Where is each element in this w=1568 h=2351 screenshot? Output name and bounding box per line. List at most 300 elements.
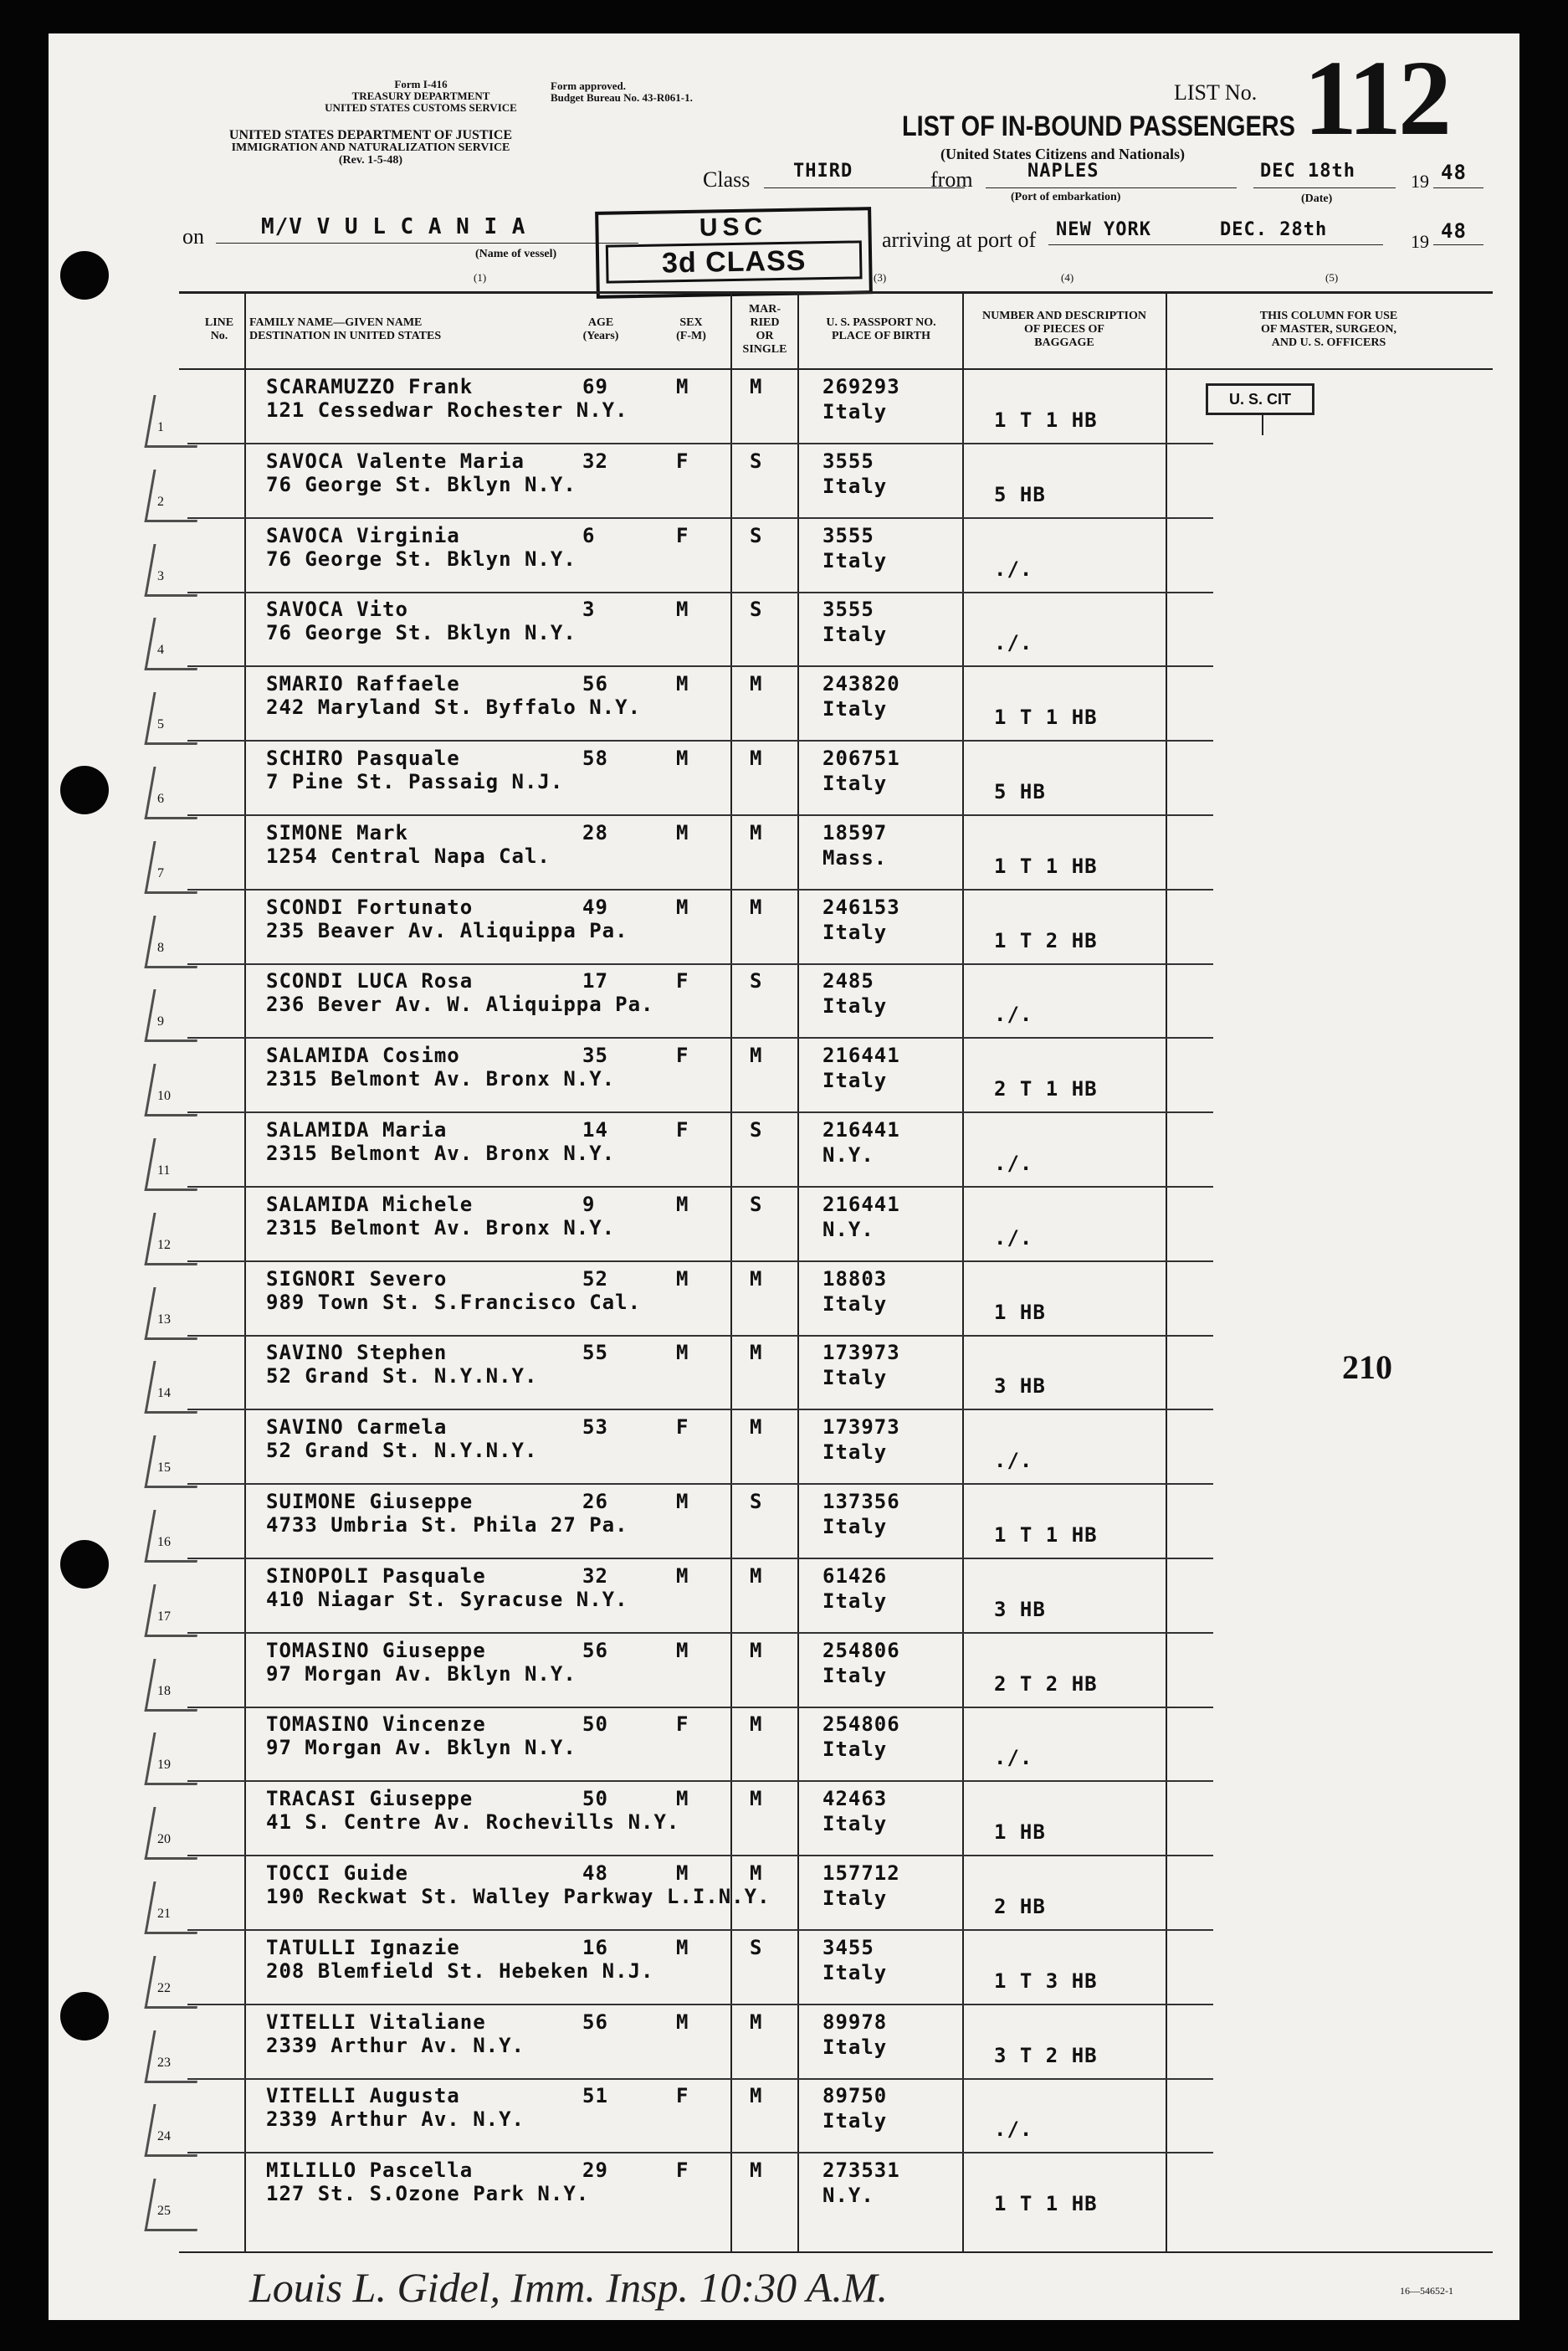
check-mark (144, 1287, 206, 1340)
passenger-age: 32 (582, 1563, 608, 1588)
table-row (49, 1856, 1519, 1930)
birthplace: Italy (822, 994, 888, 1019)
line-number: 21 (157, 1907, 171, 1921)
check-mark (144, 1138, 206, 1191)
baggage: 3 T 2 HB (994, 2043, 1098, 2067)
passenger-marital: M (750, 1266, 763, 1291)
passenger-name: SINOPOLI Pasquale (266, 1563, 486, 1588)
check-mark (144, 1064, 206, 1116)
check-mark (144, 618, 206, 670)
passport-number: 254806 (822, 1712, 900, 1737)
passenger-address: 52 Grand St. N.Y.N.Y. (266, 1364, 538, 1389)
birthplace: Italy (822, 2035, 888, 2059)
check-mark (144, 1361, 206, 1414)
arrival-year-prefix: 19 (1411, 231, 1429, 252)
passenger-name: TOCCI Guide (266, 1861, 408, 1885)
on-label: on (182, 224, 204, 249)
passenger-address: 2315 Belmont Av. Bronx N.Y. (266, 1067, 616, 1091)
passport-number: 216441 (822, 1192, 900, 1216)
passport-number: 3455 (822, 1935, 874, 1959)
table-row (49, 1707, 1519, 1781)
line-number: 16 (157, 1535, 171, 1549)
passport-number: 243820 (822, 672, 900, 696)
arrival-year: 48 (1441, 219, 1467, 243)
baggage: ./. (994, 1003, 1033, 1027)
check-mark (144, 2179, 206, 2231)
passenger-name: SMARIO Raffaele (266, 672, 460, 696)
passenger-age: 9 (582, 1192, 596, 1216)
check-mark (144, 1659, 206, 1712)
col-header-officers: THIS COLUMN FOR USE OF MASTER, SURGEON, AND U. S. OFFICERS (1259, 310, 1398, 349)
baggage: 1 T 1 HB (994, 706, 1098, 730)
passenger-age: 17 (582, 969, 608, 993)
birthplace: Italy (822, 548, 888, 572)
passenger-sex: M (676, 2010, 689, 2034)
passenger-sex: F (676, 449, 689, 473)
line-number: 15 (157, 1460, 171, 1476)
table-row (49, 1782, 1519, 1856)
year-prefix: 19 (1411, 171, 1429, 192)
passenger-marital: M (750, 1044, 763, 1068)
table-row (49, 891, 1519, 964)
line-number: 8 (157, 940, 164, 955)
check-mark (144, 1732, 206, 1785)
baggage: ./. (994, 2117, 1033, 2142)
list-number: 112 (1304, 38, 1448, 157)
baggage: 1 HB (994, 1820, 1046, 1845)
passenger-sex: F (676, 523, 689, 547)
passenger-name: TOMASINO Giuseppe (266, 1638, 486, 1662)
passenger-marital: M (750, 2159, 763, 2183)
line-number: 14 (157, 1386, 171, 1401)
passenger-name: VITELLI Augusta (266, 2084, 460, 2108)
line-number: 4 (157, 643, 164, 658)
birthplace: Italy (822, 2109, 888, 2133)
passenger-age: 14 (582, 1118, 608, 1142)
check-mark (144, 470, 206, 522)
passenger-age: 58 (582, 747, 608, 770)
passenger-marital: M (750, 1861, 763, 1885)
birthplace: Italy (822, 1886, 888, 1910)
birthplace: N.Y. (822, 2184, 874, 2208)
baggage: 5 HB (994, 482, 1046, 506)
table-row (49, 2005, 1519, 2079)
passenger-marital: M (750, 1638, 763, 1662)
col-header-passport: U. S. PASSPORT NO. PLACE OF BIRTH (826, 316, 936, 342)
line-number: 3 (157, 568, 164, 583)
line-number: 23 (157, 2055, 171, 2070)
line-number: 5 (157, 717, 164, 732)
col-header-sex: SEX (F-M) (676, 316, 706, 342)
check-mark (144, 1881, 206, 1934)
table-bottom-rule (179, 2251, 1493, 2253)
check-mark (144, 1956, 206, 2009)
passenger-name: SAVOCA Vito (266, 598, 408, 622)
col-header-baggage: NUMBER AND DESCRIPTION OF PIECES OF BAGGAGE (981, 310, 1147, 349)
baggage: ./. (994, 1152, 1033, 1175)
passport-number: 3555 (822, 449, 874, 473)
passenger-address: 76 George St. Bklyn N.Y. (266, 621, 576, 645)
table-row (49, 1559, 1519, 1633)
birthplace: Italy (822, 623, 888, 647)
passenger-marital: S (750, 598, 763, 622)
passenger-age: 53 (582, 1415, 608, 1440)
inspector-signature: Louis L. Gidel, Imm. Insp. 10:30 A.M. (249, 2264, 888, 2311)
passenger-name: MILILLO Pascella (266, 2159, 474, 2183)
passenger-age: 56 (582, 1638, 608, 1662)
line-number: 24 (157, 2129, 171, 2144)
side-number: 210 (1342, 1348, 1392, 1386)
birthplace: Italy (822, 1291, 888, 1316)
passenger-sex: M (676, 1935, 689, 1959)
passenger-name: SAVOCA Valente Maria (266, 449, 525, 473)
passport-number: 269293 (822, 375, 900, 398)
line-number: 12 (157, 1237, 171, 1252)
passenger-address: 2339 Arthur Av. N.Y. (266, 2033, 525, 2057)
passenger-name: VITELLI Vitaliane (266, 2010, 486, 2034)
passenger-marital: M (750, 895, 763, 919)
table-row (49, 2153, 1519, 2227)
table-row (49, 519, 1519, 593)
table-row (49, 1485, 1519, 1558)
table-row (49, 1336, 1519, 1409)
passenger-address: 2339 Arthur Av. N.Y. (266, 2107, 525, 2132)
passenger-name: SALAMIDA Cosimo (266, 1044, 460, 1068)
passenger-name: SCONDI Fortunato (266, 895, 474, 919)
passport-number: 137356 (822, 1490, 900, 1513)
punch-hole (60, 251, 109, 300)
passenger-sex: M (676, 598, 689, 622)
table-top-rule (179, 291, 1493, 294)
passenger-age: 49 (582, 895, 608, 919)
baggage: 2 T 1 HB (994, 1077, 1098, 1101)
passenger-marital: M (750, 2084, 763, 2108)
check-mark (144, 2030, 206, 2083)
passenger-marital: M (750, 375, 763, 398)
passenger-sex: M (676, 1341, 689, 1365)
passenger-name: SIMONE Mark (266, 820, 408, 844)
passenger-sex: M (676, 895, 689, 919)
table-row (49, 1039, 1519, 1112)
justice-info: UNITED STATES DEPARTMENT OF JUSTICE IMMIGRATION AND NATURALIZATION SERVICE (Rev. 1-5-48) (228, 128, 513, 167)
passenger-sex: M (676, 1266, 689, 1291)
vessel-caption: (Name of vessel) (475, 248, 557, 260)
col-header-age: AGE (Years) (582, 316, 619, 342)
line-number: 6 (157, 792, 164, 806)
passport-number: 18803 (822, 1266, 888, 1291)
from-value: NAPLES (1027, 161, 1099, 182)
class-label: Class (703, 167, 751, 192)
table-row (49, 593, 1519, 666)
from-label: from (930, 167, 973, 192)
birthplace: Italy (822, 1960, 888, 1984)
passport-number: 173973 (822, 1341, 900, 1365)
passenger-marital: M (750, 1563, 763, 1588)
passenger-name: SCHIRO Pasquale (266, 747, 460, 770)
vessel-name: M/V V U L C A N I A (261, 214, 526, 239)
passenger-sex: M (676, 1563, 689, 1588)
check-mark (144, 544, 206, 597)
passenger-marital: M (750, 747, 763, 770)
baggage: 2 HB (994, 1895, 1046, 1918)
baggage: 1 T 1 HB (994, 854, 1098, 878)
passenger-name: SALAMIDA Michele (266, 1192, 474, 1216)
birthplace: Italy (822, 400, 888, 423)
list-no-label: LIST No. (1174, 80, 1258, 105)
table-row (49, 816, 1519, 890)
passenger-marital: S (750, 1935, 763, 1959)
passenger-address: 242 Maryland St. Byffalo N.Y. (266, 696, 642, 720)
check-mark (144, 1213, 206, 1265)
baggage: 5 HB (994, 780, 1046, 803)
birthplace: Italy (822, 1069, 888, 1093)
baggage: 3 HB (994, 1374, 1046, 1399)
passport-number: 3555 (822, 598, 874, 622)
passenger-address: 4733 Umbria St. Phila 27 Pa. (266, 1513, 628, 1537)
passport-number: 3555 (822, 523, 874, 547)
table-row (49, 742, 1519, 815)
passport-number: 42463 (822, 1787, 888, 1811)
birthplace: Italy (822, 1738, 888, 1762)
birthplace: Mass. (822, 845, 888, 870)
birthplace: Italy (822, 697, 888, 721)
table-row (49, 1262, 1519, 1336)
passenger-sex: M (676, 820, 689, 844)
passenger-name: SAVOCA Virginia (266, 523, 460, 547)
birthplace: Italy (822, 1366, 888, 1390)
table-row (49, 1634, 1519, 1707)
check-mark (144, 1510, 206, 1563)
birthplace: Italy (822, 1589, 888, 1613)
us-citizen-stamp: U. S. CIT (1206, 383, 1314, 415)
passenger-address: 2315 Belmont Av. Bronx N.Y. (266, 1215, 616, 1240)
passport-number: 157712 (822, 1861, 900, 1885)
line-number: 2 (157, 494, 164, 509)
line-number: 9 (157, 1014, 164, 1029)
date-caption: (Date) (1301, 192, 1333, 205)
passenger-marital: M (750, 1415, 763, 1440)
passenger-address: 52 Grand St. N.Y.N.Y. (266, 1439, 538, 1463)
passenger-sex: F (676, 1044, 689, 1068)
table-row (49, 1410, 1519, 1484)
passenger-marital: S (750, 1118, 763, 1142)
page-subtitle: (United States Citizens and Nationals) (940, 146, 1186, 162)
sail-date: DEC 18th (1260, 161, 1355, 182)
passenger-age: 48 (582, 1861, 608, 1885)
birthplace: Italy (822, 1812, 888, 1836)
check-mark (144, 1584, 206, 1637)
passenger-address: 76 George St. Bklyn N.Y. (266, 547, 576, 571)
passenger-sex: F (676, 1415, 689, 1440)
passenger-marital: M (750, 1712, 763, 1737)
footer-code: 16—54652-1 (1400, 2285, 1453, 2297)
birthplace: N.Y. (822, 1143, 874, 1167)
col-number: (1) (474, 271, 487, 284)
baggage: 1 T 1 HB (994, 1523, 1098, 1547)
form-info: Form I-416 TREASURY DEPARTMENT UNITED STATES CUSTOMS SERVICE (325, 78, 517, 114)
col-number: (5) (1325, 271, 1339, 284)
sail-year: 48 (1441, 161, 1467, 184)
arrival-date: DEC. 28th (1220, 219, 1328, 240)
passenger-address: 190 Reckwat St. Walley Parkway L.I.N.Y. (266, 1885, 771, 1908)
passenger-age: 51 (582, 2084, 608, 2108)
passenger-address: 208 Blemfield St. Hebeken N.J. (266, 1958, 654, 1983)
passenger-sex: F (676, 1712, 689, 1737)
passenger-name: SALAMIDA Maria (266, 1118, 448, 1142)
table-row (49, 667, 1519, 741)
passenger-marital: M (750, 1341, 763, 1365)
usc-class-stamp: USC 3d CLASS (595, 207, 873, 299)
passport-number: 89750 (822, 2084, 888, 2108)
passenger-name: TATULLI Ignazie (266, 1935, 460, 1959)
col-header-name: FAMILY NAME—GIVEN NAME DESTINATION IN UNITED STATES (249, 316, 442, 342)
passenger-sex: M (676, 375, 689, 398)
page-title: LIST OF IN-BOUND PASSENGERS (902, 110, 1295, 142)
passport-number: 173973 (822, 1415, 900, 1440)
passenger-address: 127 St. S.Ozone Park N.Y. (266, 2182, 590, 2206)
check-mark (144, 1807, 206, 1860)
passenger-marital: M (750, 2010, 763, 2034)
passenger-sex: M (676, 747, 689, 770)
passenger-name: TRACASI Giuseppe (266, 1787, 474, 1811)
passenger-sex: F (676, 1118, 689, 1142)
passport-number: 2485 (822, 969, 874, 993)
passenger-sex: F (676, 969, 689, 993)
birthplace: Italy (822, 1663, 888, 1687)
passenger-age: 52 (582, 1266, 608, 1291)
baggage: 2 T 2 HB (994, 1671, 1098, 1696)
col-header-married: MAR- RIED OR SINGLE (742, 303, 787, 356)
passenger-sex: F (676, 2084, 689, 2108)
passenger-age: 28 (582, 820, 608, 844)
passenger-address: 235 Beaver Av. Aliquippa Pa. (266, 918, 628, 942)
passenger-age: 26 (582, 1490, 608, 1513)
baggage: 3 HB (994, 1597, 1046, 1621)
passenger-sex: M (676, 1638, 689, 1662)
baggage: 1 T 2 HB (994, 928, 1098, 952)
passenger-address: 989 Town St. S.Francisco Cal. (266, 1290, 642, 1314)
passenger-marital: S (750, 1490, 763, 1513)
passenger-sex: M (676, 672, 689, 696)
baggage: ./. (994, 1746, 1033, 1770)
passenger-age: 56 (582, 2010, 608, 2034)
table-row (49, 1188, 1519, 1261)
manifest-page (49, 33, 1519, 2320)
col-number: (4) (1061, 271, 1074, 284)
line-number: 22 (157, 1980, 171, 1995)
passenger-marital: S (750, 1192, 763, 1216)
line-number: 10 (157, 1089, 171, 1104)
passenger-marital: M (750, 820, 763, 844)
passport-number: 18597 (822, 820, 888, 844)
baggage: 1 T 3 HB (994, 1969, 1098, 1993)
passenger-name: TOMASINO Vincenze (266, 1712, 486, 1737)
line-number: 25 (157, 2204, 171, 2219)
passenger-age: 3 (582, 598, 596, 622)
passenger-age: 69 (582, 375, 608, 398)
passenger-age: 50 (582, 1712, 608, 1737)
passenger-marital: M (750, 1787, 763, 1811)
passenger-address: 41 S. Centre Av. Rochevills N.Y. (266, 1810, 680, 1835)
passport-number: 206751 (822, 747, 900, 770)
birthplace: Italy (822, 474, 888, 498)
table-row (49, 1931, 1519, 2005)
approval-info: Form approved. Budget Bureau No. 43-R061-1. (551, 80, 693, 104)
baggage: ./. (994, 631, 1033, 655)
passenger-sex: M (676, 1787, 689, 1811)
baggage: 1 HB (994, 1300, 1046, 1324)
passenger-address: 2315 Belmont Av. Bronx N.Y. (266, 1142, 616, 1165)
passenger-age: 32 (582, 449, 608, 473)
passenger-sex: M (676, 1861, 689, 1885)
passenger-name: SCONDI LUCA Rosa (266, 969, 474, 993)
birthplace: Italy (822, 920, 888, 944)
passport-number: 254806 (822, 1638, 900, 1662)
baggage: 1 T 1 HB (994, 2192, 1098, 2216)
check-mark (144, 841, 206, 894)
passenger-address: 410 Niagar St. Syracuse N.Y. (266, 1587, 628, 1611)
passenger-address: 97 Morgan Av. Bklyn N.Y. (266, 1736, 576, 1760)
line-number: 13 (157, 1312, 171, 1327)
passenger-name: SAVINO Carmela (266, 1415, 448, 1440)
passenger-age: 16 (582, 1935, 608, 1959)
passport-number: 89978 (822, 2010, 888, 2034)
check-mark (144, 1435, 206, 1488)
passport-number: 273531 (822, 2159, 900, 2183)
passenger-age: 35 (582, 1044, 608, 1068)
passenger-marital: M (750, 672, 763, 696)
line-number: 18 (157, 1683, 171, 1698)
check-mark (144, 989, 206, 1042)
passenger-sex: F (676, 2159, 689, 2183)
birthplace: Italy (822, 1440, 888, 1465)
passenger-address: 7 Pine St. Passaig N.J. (266, 770, 564, 793)
line-number: 1 (157, 420, 164, 434)
passenger-age: 56 (582, 672, 608, 696)
check-mark (144, 2104, 206, 2157)
passenger-name: SUIMONE Giuseppe (266, 1490, 474, 1513)
birthplace: N.Y. (822, 1217, 874, 1241)
passenger-address: 121 Cessedwar Rochester N.Y. (266, 398, 628, 422)
passenger-address: 76 George St. Bklyn N.Y. (266, 472, 576, 496)
passenger-address: 97 Morgan Av. Bklyn N.Y. (266, 1661, 576, 1686)
passenger-address: 236 Bever Av. W. Aliquippa Pa. (266, 993, 654, 1017)
col-header-line: LINE No. (204, 316, 234, 342)
line-number: 11 (157, 1163, 171, 1178)
line-number: 20 (157, 1832, 171, 1847)
table-row (49, 964, 1519, 1038)
class-value: THIRD (793, 161, 853, 182)
passenger-name: SIGNORI Severo (266, 1266, 448, 1291)
passport-number: 61426 (822, 1563, 888, 1588)
passenger-marital: S (750, 969, 763, 993)
birthplace: Italy (822, 772, 888, 795)
passenger-age: 55 (582, 1341, 608, 1365)
line-number: 7 (157, 865, 164, 880)
passenger-marital: S (750, 449, 763, 473)
birthplace: Italy (822, 1515, 888, 1538)
baggage: ./. (994, 1225, 1033, 1250)
check-mark (144, 395, 206, 448)
baggage: 1 T 1 HB (994, 408, 1098, 432)
check-mark (144, 767, 206, 819)
passport-number: 216441 (822, 1044, 900, 1068)
baggage: ./. (994, 557, 1033, 581)
passenger-sex: M (676, 1490, 689, 1513)
passenger-age: 50 (582, 1787, 608, 1811)
port-embark-caption: (Port of embarkation) (1011, 191, 1121, 203)
passenger-sex: M (676, 1192, 689, 1216)
